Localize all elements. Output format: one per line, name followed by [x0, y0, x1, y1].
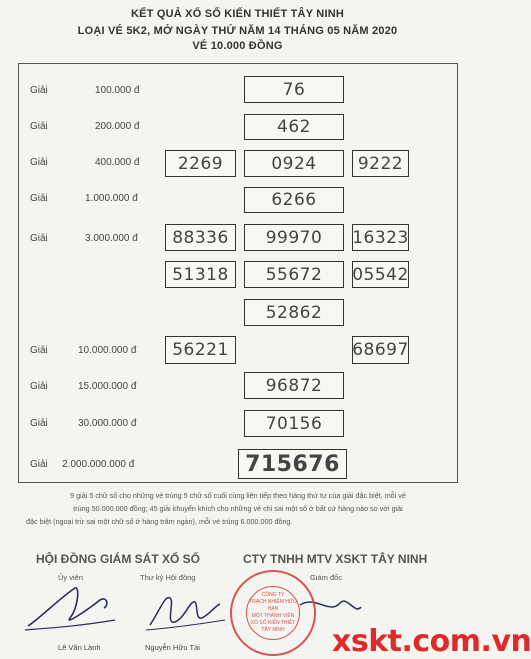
prize-number: 462: [244, 114, 344, 140]
prize-amount: 1.000.000 đ: [85, 193, 138, 204]
prize-amount: 15.000.000 đ: [78, 381, 137, 392]
prize-number: 55672: [244, 261, 344, 288]
prize-number: 16323: [352, 224, 409, 251]
member-role: Ủy viên: [58, 573, 84, 582]
note-line: trúng 50.000.000 đồng; 45 giải khuyến khích cho những vé chỉ sai một số ở bất cứ hàng nào so với giải: [73, 504, 403, 513]
member-signature: [20, 578, 120, 638]
seal-text: XỔ SỐ KIẾN THIẾT: [250, 620, 296, 626]
note-line: 9 giải 5 chữ số cho những vé trùng 5 chữ số cuối cùng liên tiếp theo hàng thứ tự của giải đặc biệt, mỗi vé: [70, 491, 406, 500]
company-title: CTY TNHH MTV XSKT TÂY NINH: [243, 552, 428, 566]
prize-label: Giải: [30, 233, 48, 244]
prize-number: 6266: [244, 187, 344, 213]
prize-amount: 100.000 đ: [95, 85, 140, 96]
council-title: HỘI ĐỒNG GIÁM SÁT XỔ SỐ: [36, 552, 201, 566]
prize-amount: 200.000 đ: [95, 121, 140, 132]
prize-label: Giải: [30, 345, 48, 356]
prize-number: 05542: [352, 261, 409, 288]
prize-number: 0924: [244, 150, 344, 177]
prize-label: Giải: [30, 459, 48, 470]
prize-label: Giải: [30, 418, 48, 429]
note-line: đặc biệt (ngoại trừ sai một chữ số ở hàng trăm ngàn), mỗi vé trúng 6.000.000 đồng.: [26, 517, 293, 526]
title-line-2: LOẠI VÉ 5K2, MỞ NGÀY THỨ NĂM 14 THÁNG 05 NĂM 2020: [77, 25, 398, 37]
prize-label: Giải: [30, 381, 48, 392]
prize-number: 52862: [244, 299, 344, 326]
title-line-1: KẾT QUẢ XỔ SỐ KIẾN THIẾT TÂY NINH: [131, 8, 344, 20]
watermark: xskt.com.vn: [332, 624, 531, 659]
prize-number: 2269: [165, 150, 236, 177]
prize-amount: 30.000.000 đ: [78, 418, 137, 429]
prize-number: 96872: [244, 372, 344, 399]
prize-number: 76: [244, 76, 344, 103]
director-role: Giám đốc: [310, 573, 343, 582]
prize-number: 70156: [244, 410, 344, 437]
prize-number: 56221: [165, 336, 236, 364]
prize-amount: 3.000.000 đ: [85, 233, 138, 244]
prize-label: Giải: [30, 121, 48, 132]
prize-amount: 400.000 đ: [95, 157, 140, 168]
prize-amount: 2.000.000.000 đ: [62, 459, 135, 470]
prize-label: Giải: [30, 157, 48, 168]
seal-text: TRÁCH NHIỆM HỮU HẠN: [249, 599, 297, 612]
title-line-3: VÉ 10.000 ĐỒNG: [192, 40, 283, 52]
prize-number: 68697: [352, 336, 409, 364]
special-prize-number: 715676: [238, 449, 347, 479]
seal-text: CÔNG TY: [261, 592, 285, 598]
prize-number: 88336: [165, 224, 236, 251]
secretary-name: Nguyễn Hữu Tài: [145, 643, 200, 652]
company-seal: [230, 570, 316, 656]
seal-text: TÂY NINH: [261, 627, 285, 633]
member-name: Lê Văn Lành: [58, 643, 101, 652]
secretary-role: Thư ký Hội đồng: [140, 573, 196, 582]
prize-number: 9222: [352, 150, 409, 177]
prize-number: 99970: [244, 224, 344, 251]
secretary-signature: [140, 580, 230, 640]
seal-text: MỘT THÀNH VIÊN: [251, 613, 295, 619]
prize-number: 51318: [165, 261, 236, 288]
prize-amount: 10.000.000 đ: [78, 345, 137, 356]
prize-label: Giải: [30, 85, 48, 96]
prize-label: Giải: [30, 193, 48, 204]
